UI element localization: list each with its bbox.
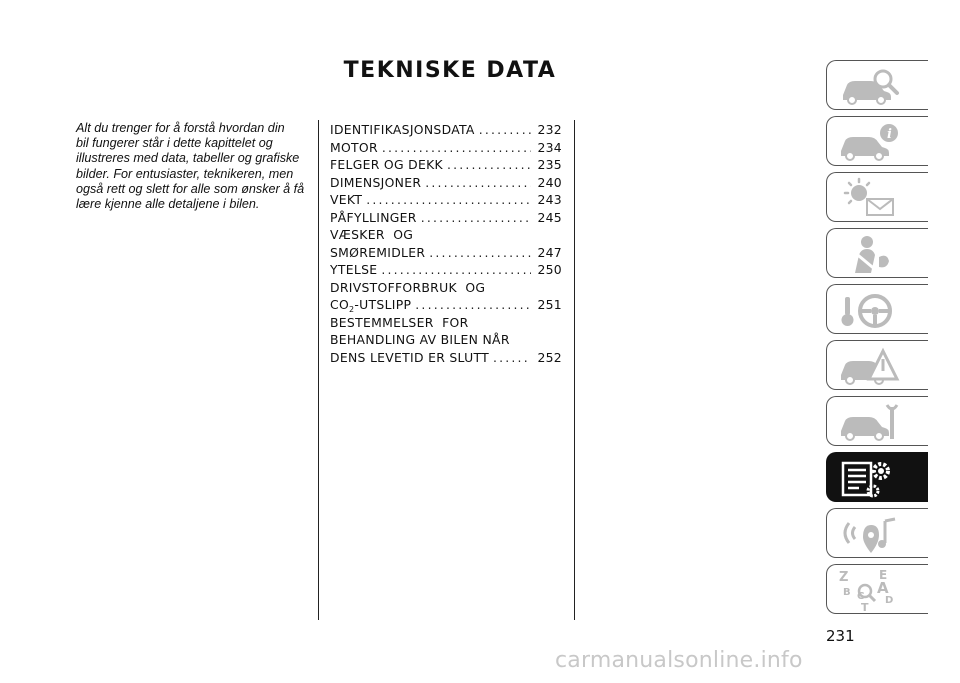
steering-wheel-key-icon [837, 289, 901, 331]
tab-car-search[interactable] [826, 60, 928, 110]
intro-line: lære kjenne alle detaljene i bilen. [76, 197, 260, 212]
tab-warning-lights[interactable] [826, 172, 928, 222]
alphabetical-index-icon [837, 569, 901, 611]
toc-entry-dimensjoner[interactable] [330, 174, 562, 192]
svg-text:i: i [887, 127, 892, 142]
toc-page: 250 [537, 262, 562, 277]
toc-entry-vekt[interactable] [330, 191, 562, 209]
toc-entry-bestemmelser[interactable] [330, 314, 562, 367]
intro-line: Alt du trenger for å forstå hvordan din [76, 121, 285, 135]
tab-multimedia[interactable] [826, 508, 928, 558]
tab-car-info[interactable] [826, 116, 928, 166]
toc-page: 234 [537, 139, 562, 155]
tab-starting-driving[interactable] [826, 284, 928, 334]
tab-safety[interactable] [826, 228, 928, 278]
toc-page: 232 [537, 122, 562, 137]
toc-page: 251 [537, 297, 562, 312]
svg-text:Z: Z [839, 570, 849, 585]
toc-label-line: BESTEMMELSER FOR [330, 314, 469, 330]
svg-text:A: A [877, 579, 889, 597]
toc-entry-vasker-og-smoremidler[interactable] [330, 226, 562, 261]
intro-line: bil fungerer står i dette kapittelet og [76, 136, 273, 151]
car-info-icon [837, 121, 901, 163]
toc-label-line: VÆSKER OG [330, 227, 414, 242]
toc-label: DIMENSJONER [330, 174, 422, 190]
car-maintenance-icon [837, 401, 901, 443]
svg-text:E: E [879, 569, 888, 582]
toc-entry-drivstofforbruk[interactable] [330, 279, 562, 314]
page-number: 231 [826, 627, 855, 645]
table-of-contents [330, 121, 562, 366]
toc-label: VEKT [330, 192, 363, 207]
toc-label: IDENTIFIKASJONSDATA [330, 122, 475, 137]
toc-label-line: BEHANDLING AV BILEN NÅR [330, 332, 510, 347]
toc-entry-pafyllinger[interactable] [330, 209, 562, 227]
tab-technical-data[interactable] [826, 452, 928, 502]
toc-label: SMØREMIDLER [330, 244, 426, 260]
watermark: carmanualsonline.info [555, 648, 803, 673]
technical-data-icon [837, 457, 901, 499]
toc-label: YTELSE [330, 262, 378, 277]
toc-label: DENS LEVETID ER SLUTT [330, 349, 489, 365]
intro-line: bilder. For entusiaster, teknikeren, men [76, 166, 294, 181]
intro-line: også rett og slett for alle som ønsker å få [76, 181, 305, 196]
tab-emergency[interactable] [826, 340, 928, 390]
multimedia-icon [837, 513, 901, 555]
toc-page: 235 [537, 157, 562, 172]
intro-line: illustreres med data, tabeller og grafiske [76, 151, 300, 166]
svg-text:C: C [857, 591, 865, 602]
column-divider-right [574, 120, 575, 620]
svg-text:B: B [843, 587, 851, 598]
warning-light-message-icon [837, 177, 901, 219]
column-divider-left [318, 120, 319, 620]
toc-label-line: DRIVSTOFFORBRUK OG [330, 279, 486, 295]
toc-entry-identifikasjonsdata[interactable] [330, 121, 562, 139]
toc-label: FELGER OG DEKK [330, 157, 443, 172]
page-title: TEKNISKE DATA [343, 58, 557, 83]
toc-page: 247 [537, 244, 562, 260]
svg-text:D: D [885, 595, 894, 606]
toc-entry-motor[interactable] [330, 139, 562, 157]
tab-index[interactable] [826, 564, 928, 614]
car-search-icon [837, 65, 901, 107]
toc-label: MOTOR [330, 139, 378, 155]
safety-airbag-icon [837, 233, 901, 275]
toc-entry-felger-og-dekk[interactable] [330, 156, 562, 174]
toc-page: 243 [537, 192, 562, 207]
toc-label: PÅFYLLINGER [330, 209, 417, 225]
toc-page: 240 [537, 174, 562, 190]
car-emergency-icon [837, 345, 901, 387]
toc-page: 252 [537, 349, 562, 365]
tab-maintenance[interactable] [826, 396, 928, 446]
toc-entry-ytelse[interactable] [330, 261, 562, 279]
svg-text:T: T [861, 601, 869, 611]
toc-label: $CO_2$-UTSLIPP [330, 297, 412, 314]
intro-text [76, 121, 314, 212]
toc-page: 245 [537, 209, 562, 225]
